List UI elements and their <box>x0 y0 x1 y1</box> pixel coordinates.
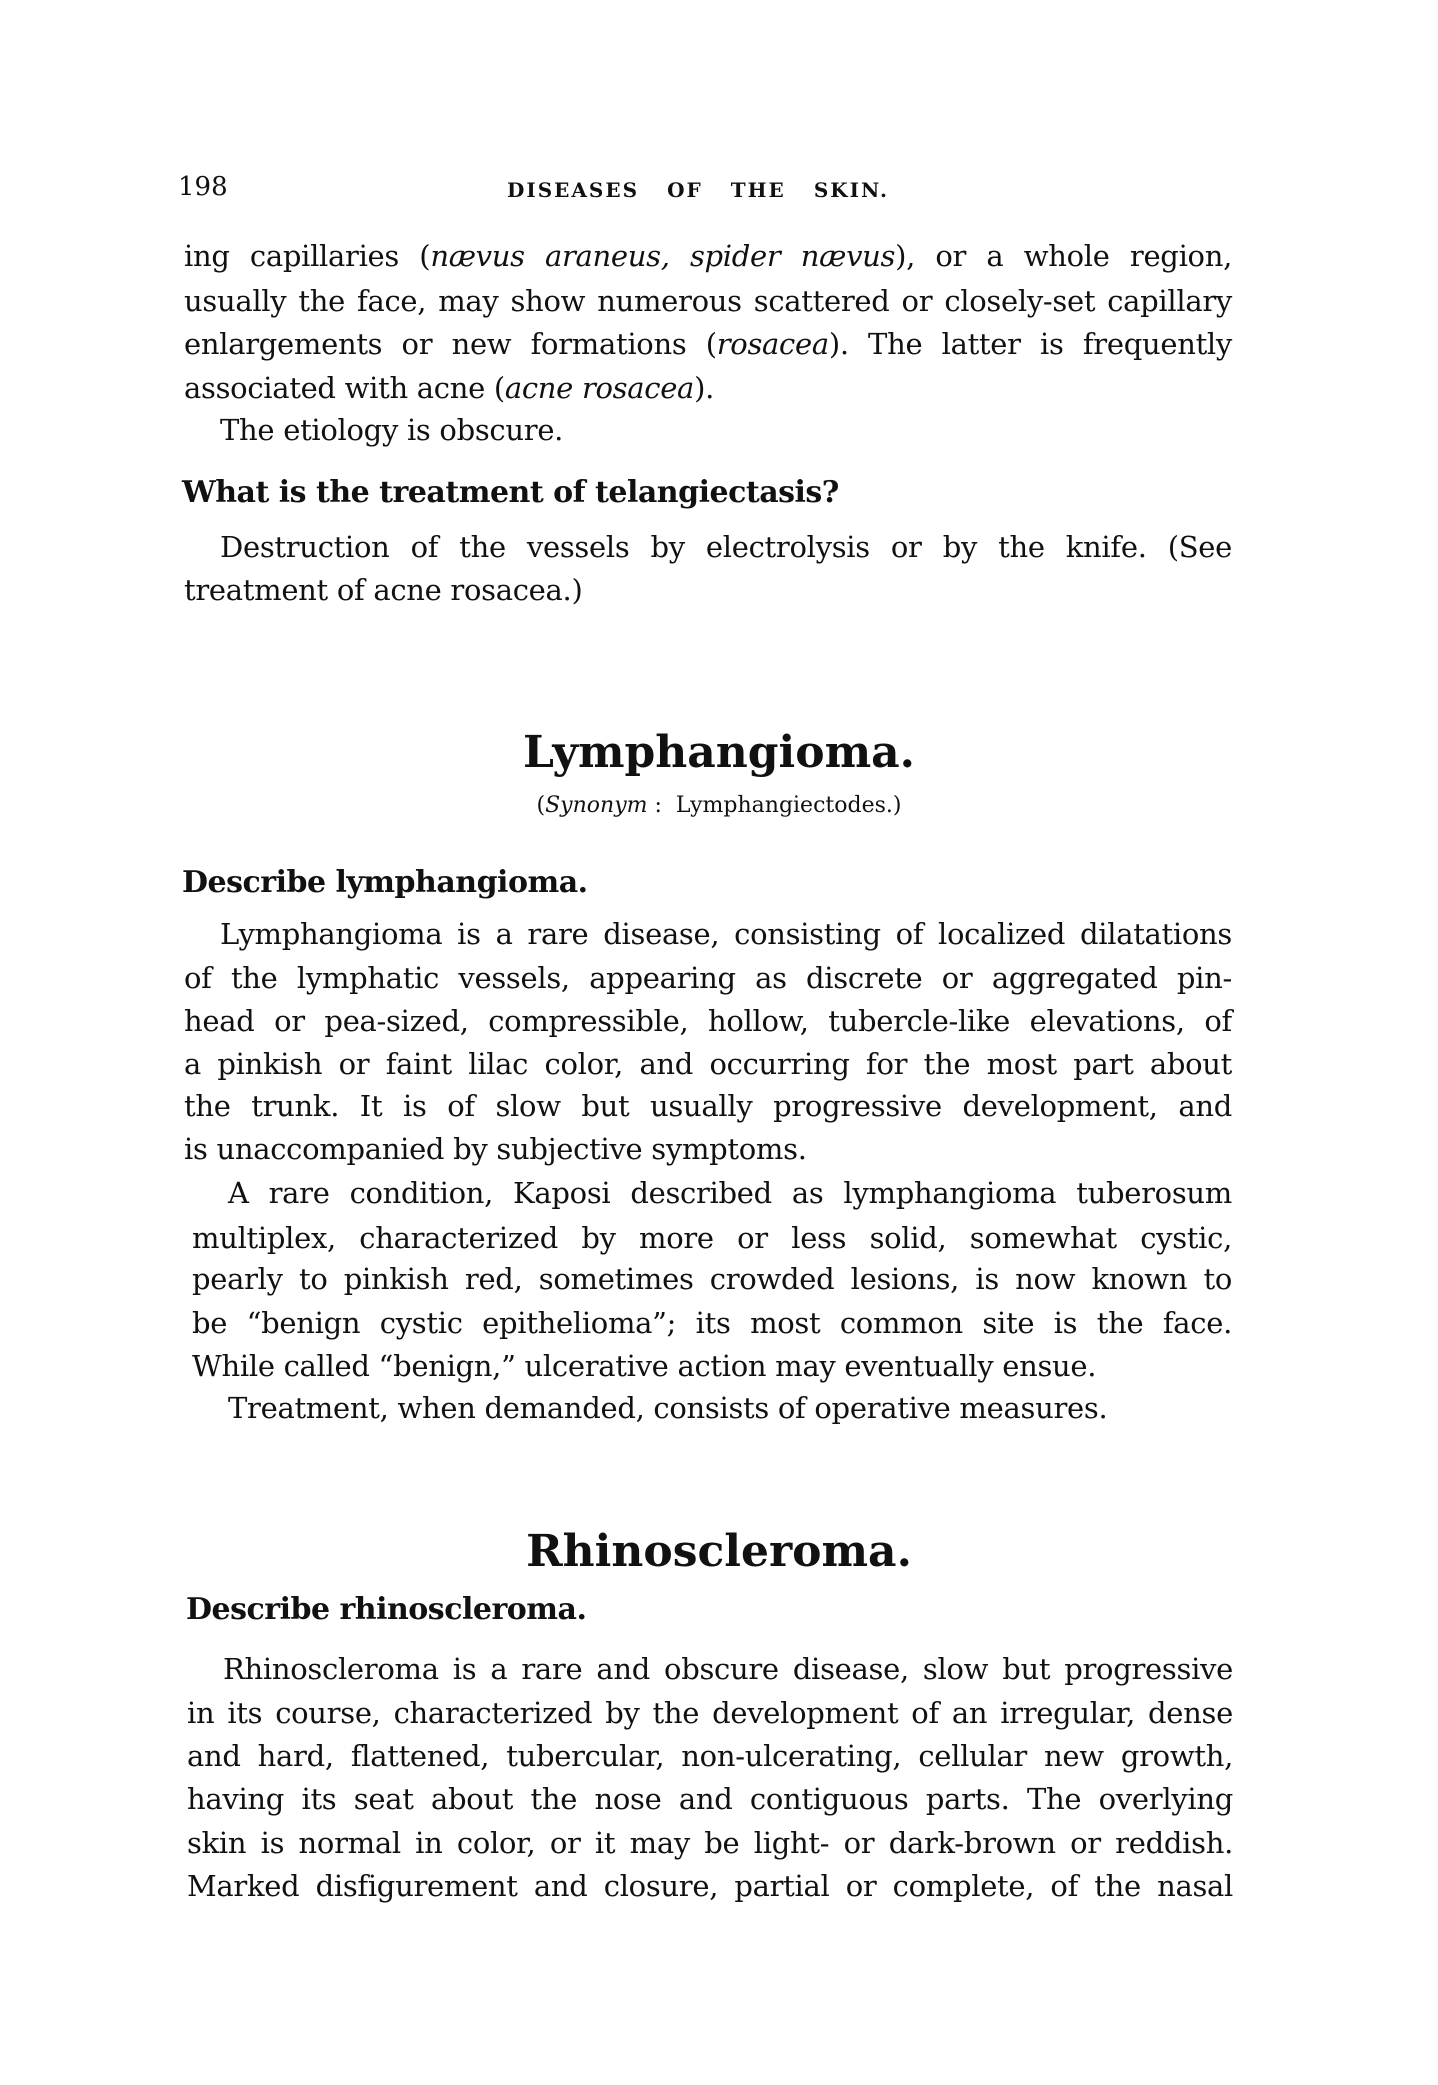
etiology-paragraph: The etiology is obscure. <box>220 412 564 447</box>
italic-term: nævus araneus, spider nævus <box>430 238 896 273</box>
text-line: enlargements or new formations (rosacea). The latter is frequently <box>184 326 1232 361</box>
text-line: a pinkish or faint lilac color, and occurring for the most part about <box>184 1046 1232 1081</box>
text-line: is unaccompanied by subjective symptoms. <box>184 1131 807 1166</box>
italic-term: rosacea <box>716 326 829 361</box>
text-line: Rhinoscleroma is a rare and obscure disease, slow but progressive <box>223 1651 1233 1686</box>
text-line: head or pea-sized, compressible, hollow, tubercle-like elevations, of <box>184 1003 1232 1038</box>
italic-term: acne rosacea <box>504 370 695 405</box>
text-line: be “benign cystic epithelioma”; its most common site is the face. <box>192 1305 1232 1340</box>
text-line: usually the face, may show numerous scattered or closely-set capillary <box>184 283 1232 318</box>
lymphangioma-paragraph-3: Treatment, when demanded, consists of operative measures. <box>228 1390 1108 1425</box>
text-line: multiplex, characterized by more or less solid, somewhat cystic, <box>192 1220 1232 1255</box>
treatment-question-heading: What is the treatment of telangiectasis? <box>182 475 839 510</box>
text-line: Destruction of the vessels by electrolysis or by the knife. (See <box>220 529 1232 564</box>
text-line: ing capillaries (nævus araneus, spider nævus), or a whole region, <box>184 238 1233 273</box>
text-line: of the lymphatic vessels, appearing as discrete or aggregated pin- <box>184 960 1232 995</box>
text-line: skin is normal in color, or it may be light- or dark-brown or reddish. <box>187 1825 1233 1860</box>
text-line: Lymphangioma is a rare disease, consisting of localized dilatations <box>220 916 1232 951</box>
question-rhinoscleroma: Describe rhinoscleroma. <box>186 1592 587 1627</box>
text-line: A rare condition, Kaposi described as lymphangioma tuberosum <box>228 1175 1232 1210</box>
synonym-value: Lymphangiectodes. <box>675 793 893 818</box>
text-line: Marked disfigurement and closure, partial or complete, of the nasal <box>187 1868 1233 1903</box>
text-line: treatment of acne rosacea.) <box>184 572 583 607</box>
text-line: associated with acne (acne rosacea). <box>184 370 714 405</box>
text-line: pearly to pinkish red, sometimes crowded lesions, is now known to <box>192 1261 1232 1296</box>
synonym-label: Synonym <box>545 793 648 818</box>
section-title-rhinoscleroma: Rhinoscleroma. <box>526 1526 912 1578</box>
text-line: in its course, characterized by the development of an irregular, dense <box>187 1695 1233 1730</box>
text-line: the trunk. It is of slow but usually progressive development, and <box>184 1088 1232 1123</box>
page-number: 198 <box>178 172 228 202</box>
text-line: having its seat about the nose and contiguous parts. The overlying <box>187 1781 1233 1816</box>
question-lymphangioma: Describe lymphangioma. <box>182 865 588 900</box>
text-line: While called “benign,” ulcerative action may eventually ensue. <box>192 1348 1097 1383</box>
synonym-line: (Synonym : Lymphangiectodes.) <box>536 793 902 818</box>
running-head: DISEASES OF THE SKIN. <box>507 178 889 202</box>
section-title-lymphangioma: Lymphangioma. <box>523 727 915 779</box>
text-line: and hard, flattened, tubercular, non-ulcerating, cellular new growth, <box>187 1738 1233 1773</box>
